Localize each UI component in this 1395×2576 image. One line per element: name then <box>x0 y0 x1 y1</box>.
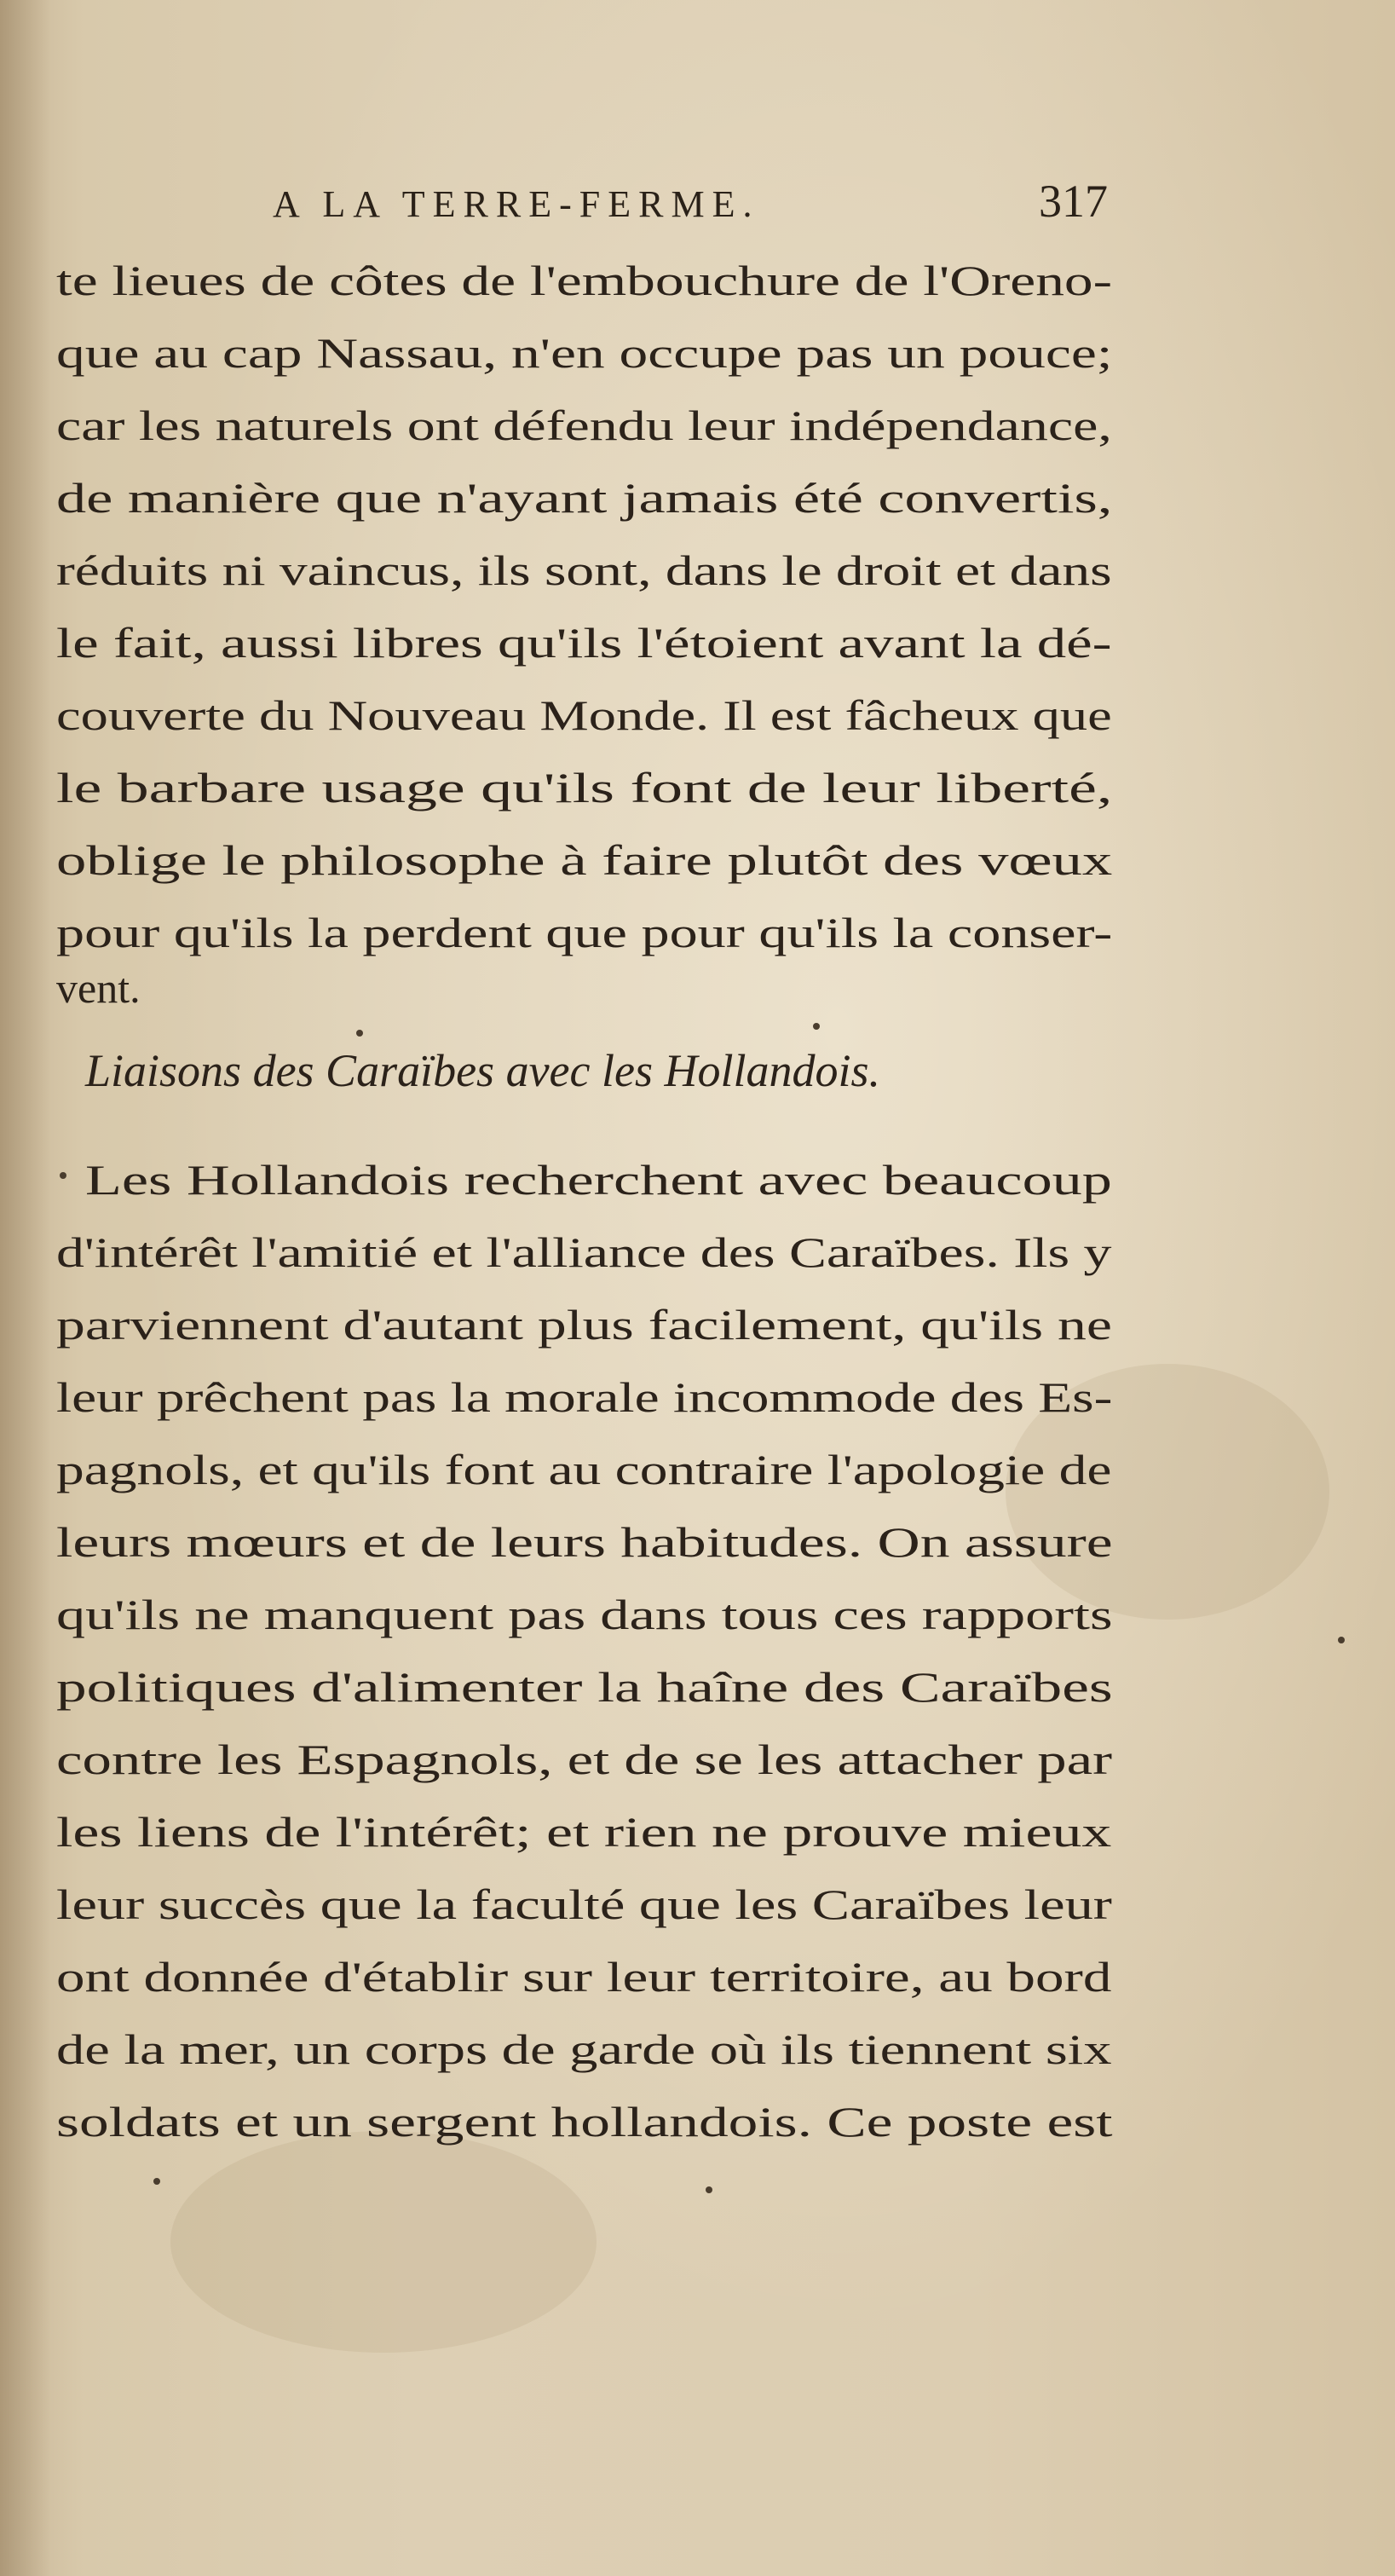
text-line: pagnols, et qu'ils font au contraire l'apologie de <box>56 1446 1112 1493</box>
page-number: 317 <box>1039 176 1108 227</box>
text-line: réduits ni vaincus, ils sont, dans le droit et dans <box>56 546 1112 594</box>
text-line: qu'ils ne manquent pas dans tous ces rapports <box>56 1591 1113 1638</box>
text-line: car les naturels ont défendu leur indépendance, <box>56 401 1112 449</box>
text-line: contre les Espagnols, et de se les attacher par <box>56 1736 1113 1783</box>
text-line: couverte du Nouveau Monde. Il est fâcheux que <box>56 691 1112 739</box>
section-subheading: Liaisons des Caraïbes avec les Hollandois. <box>85 1045 880 1096</box>
text-line: oblige le philosophe à faire plutôt des vœux <box>56 836 1113 884</box>
ink-speck <box>1338 1637 1345 1643</box>
text-line: vent. <box>56 964 141 1012</box>
page-header <box>273 175 1108 234</box>
text-line: le barbare usage qu'ils font de leur liberté, <box>56 764 1113 811</box>
ink-speck <box>60 1172 66 1179</box>
text-line: les liens de l'intérêt; et rien ne prouve mieux <box>56 1808 1112 1856</box>
text-line: soldats et un sergent hollandois. Ce poste est <box>56 2098 1113 2146</box>
text-line: d'intérêt l'amitié et l'alliance des Caraïbes. Ils y <box>56 1228 1112 1276</box>
text-line: de manière que n'ayant jamais été convertis, <box>56 474 1113 522</box>
paper-stain <box>170 2131 597 2353</box>
ink-speck <box>813 1023 820 1030</box>
ink-speck <box>356 1030 363 1037</box>
text-line: te lieues de côtes de l'embouchure de l'Oreno- <box>56 257 1113 304</box>
text-line: politiques d'alimenter la haîne des Caraïbes <box>56 1663 1113 1711</box>
text-line: que au cap Nassau, n'en occupe pas un pouce; <box>56 329 1113 377</box>
text-line: leur succès que la faculté que les Caraïbes leur <box>56 1880 1112 1928</box>
ink-speck <box>153 2178 160 2185</box>
ink-speck <box>706 2186 712 2193</box>
text-line: Les Hollandois recherchent avec beaucoup <box>85 1156 1112 1204</box>
text-line: leur prêchent pas la morale incommode des Es- <box>56 1373 1113 1421</box>
text-line: leurs mœurs et de leurs habitudes. On assure <box>56 1518 1113 1566</box>
text-line: parviennent d'autant plus facilement, qu'ils ne <box>56 1301 1112 1349</box>
text-line: pour qu'ils la perdent que pour qu'ils la conser- <box>56 909 1113 956</box>
running-head: A LA TERRE-FERME. <box>273 183 760 225</box>
text-line: ont donnée d'établir sur leur territoire, au bord <box>56 1953 1112 2001</box>
text-line: de la mer, un corps de garde où ils tiennent six <box>56 2025 1112 2073</box>
text-line: le fait, aussi libres qu'ils l'étoient avant la dé- <box>56 619 1112 667</box>
page-gutter-shadow <box>0 0 51 2576</box>
